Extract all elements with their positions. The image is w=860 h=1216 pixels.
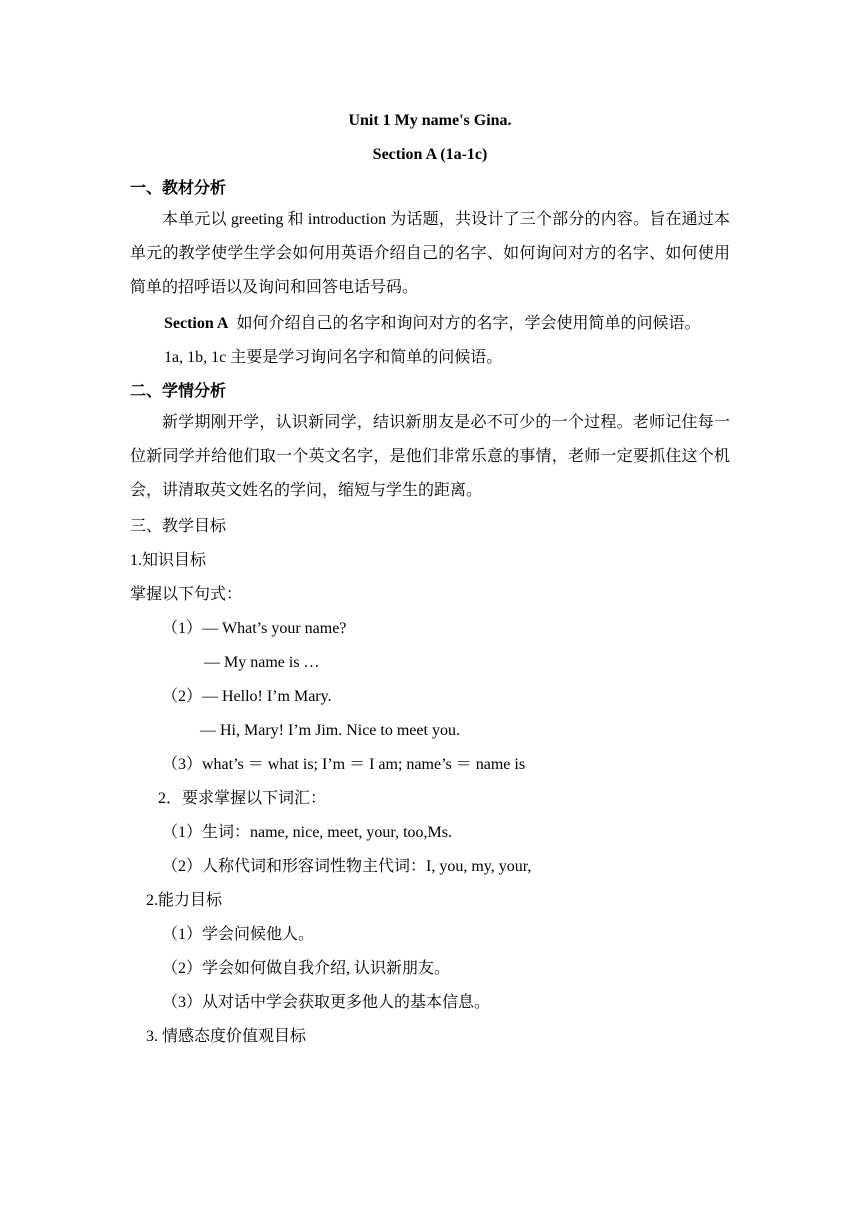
section-a-text: 如何介绍自己的名字和询问对方的名字，学会使用简单的问候语。: [236, 315, 701, 332]
ability-goal-2: （2）学会如何做自我介绍, 认识新朋友。: [162, 960, 451, 977]
section-heading-teaching-goals: 三、教学目标: [130, 518, 227, 535]
document-title: Unit 1 My name's Gina.: [348, 112, 512, 129]
vocabulary-pronouns: （2）人称代词和形容词性物主代词：I, you, my, your,: [162, 858, 532, 875]
vocabulary-title: 2．要求掌握以下词汇：: [158, 790, 327, 807]
ability-goal-title: 2.能力目标: [146, 892, 223, 909]
pattern-2-answer: — Hi, Mary! I’m Jim. Nice to meet you.: [200, 722, 460, 739]
document-subtitle: Section A (1a-1c): [372, 146, 488, 163]
sentence-patterns-intro: 掌握以下句式：: [130, 586, 243, 603]
pattern-3-contractions: （3）what’s ＝ what is; I’m ＝ I am; name’s ＝ name is: [162, 756, 526, 773]
knowledge-goal-title: 1.知识目标: [130, 552, 207, 569]
vocabulary-new-words: （1）生词：name, nice, meet, your, too,Ms.: [162, 824, 452, 841]
section-heading-student-analysis: 二、学情分析: [130, 383, 227, 400]
ability-goal-1: （1）学会问候他人。: [162, 926, 315, 943]
section-heading-textbook-analysis: 一、教材分析: [130, 180, 227, 197]
paragraph-section-a: [164, 314, 700, 334]
pattern-2-question: （2）— Hello! I’m Mary.: [162, 688, 332, 705]
pattern-1-question: （1）— What’s your name?: [162, 620, 347, 637]
emotion-goal-title: 3. 情感态度价值观目标: [146, 1028, 307, 1045]
pattern-1-answer: — My name is …: [204, 654, 320, 671]
section-a-label: Section A: [164, 315, 229, 332]
paragraph-textbook-analysis: 本单元以 greeting 和 introduction 为话题，共设计了三个部分的内容。旨在通过本单元的教学使学生学会如何用英语介绍自己的名字、如何询问对方的名字、如何使用简单的招呼语以及询问和回答电话号码。: [130, 211, 730, 296]
paragraph-1a-1c: 1a, 1b, 1c 主要是学习询问名字和简单的问候语。: [164, 349, 503, 366]
ability-goal-3: （3）从对话中学会获取更多他人的基本信息。: [162, 994, 491, 1011]
paragraph-student-analysis: 新学期刚开学，认识新同学，结识新朋友是必不可少的一个过程。老师记住每一位新同学并给他们取一个英文名字，是他们非常乐意的事情，老师一定要抓住这个机会，讲清取英文姓名的学问，缩短与学生的距离。: [130, 414, 730, 499]
